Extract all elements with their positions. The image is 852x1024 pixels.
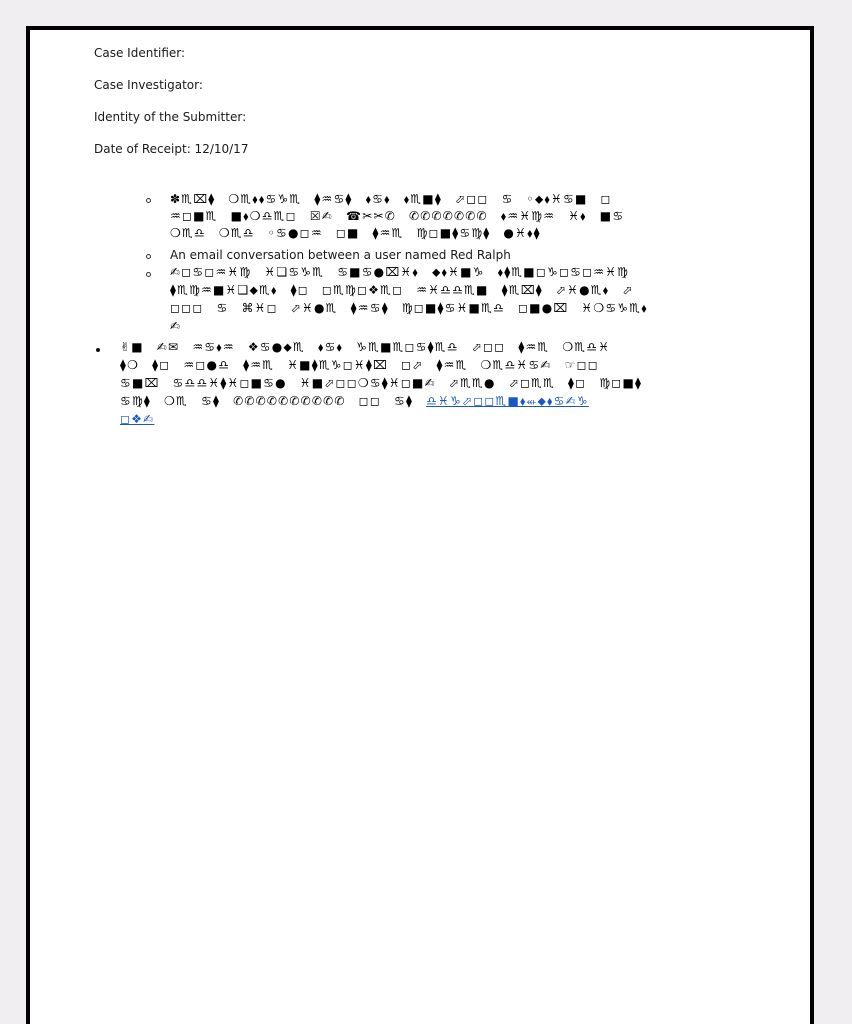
submitter-identity-label: Identity of the Submitter: (94, 110, 247, 124)
sub-item-3-line-4: ✍ (170, 319, 182, 333)
sub-item-1-line-1: ✽♏⌧⧫ ❍♏⬧⬧♋♑♏ ⧫♒♋⧫ ⬧♋⬧ ⬧♏■⧫ ⬀◻◻ ♋ ◦⬥⬧♓♋■ ◻ (170, 192, 612, 206)
sub-bullet-marker (146, 198, 151, 203)
main-item-line-3: ♋■⌧ ♋♎♎♓⧫♓◻■♋● ♓■⬀◻◻❍♋⧫♓◻■✍ ⬀♏♏● ⬀◻♏♏ ⧫◻ ♍◻■⧫ (120, 376, 643, 390)
sub-item-3-line-1: ✍◻♋◻♒♓♍ ♓❏♋♑♏ ♋■♋●⌧♓⬧ ⬥⬧♓■♑ ⬧⧫♏■◻♑◻♋◻♒♓♍ (170, 265, 630, 279)
main-item-line-5 (120, 413, 154, 425)
main-item-line-1: ✌■ ✍✉ ♒♋⬧♒ ❖♋●⬥♏ ⬧♋⬧ ♑♏■♏◻♋⧫♏♎ ⬀◻◻ ⧫♒♏ ❍♏♎♓ (120, 340, 611, 354)
main-item-line-4 (120, 395, 589, 407)
hyperlink[interactable]: ♎♓♑⬀◻◻♏■⬧⬴⬥⬧♋✍♑ (426, 394, 589, 408)
sub-item-2-text: An email conversation between a user named Red Ralph (170, 248, 511, 262)
sub-bullet-marker (146, 272, 151, 277)
main-bullet-marker (96, 348, 100, 352)
hyperlink-continuation[interactable]: ◻❖✍ (120, 412, 155, 426)
document-page (26, 26, 814, 1024)
main-item-line-4-text: ♋♍⧫ ❍♏ ♋⧫ ✆✆✆✆✆✆✆✆✆✆ ◻◻ ♋⧫ (120, 394, 414, 408)
sub-item-3-line-3: ◻◻◻ ♋ ⌘♓◻ ⬀♓●♏ ⧫♒♋⧫ ♍◻■⧫♋♓■♏♎ ◻■●⌧ ♓❍♋♑♏⬧ (170, 301, 648, 315)
case-identifier-label: Case Identifier: (94, 46, 186, 60)
date-of-receipt-label: Date of Receipt: 12/10/17 (94, 142, 249, 156)
case-investigator-label: Case Investigator: (94, 78, 203, 92)
sub-item-3-line-2: ⧫♏♍♒■♓❑⬥♏⬧ ⧫◻ ◻♏♍◻❖♏◻ ♒♓♎♎♏■ ⧫♏⌧⧫ ⬀♓●♏⬧ ⬀ (170, 283, 634, 297)
sub-item-1-line-3: ❍♏♎ ❍♏♎ ◦♋●◻♒ ◻■ ⧫♒♏ ♍◻■⧫♋♍⧫ ●♓⬧⧫ (170, 226, 541, 240)
sub-bullet-marker (146, 254, 151, 259)
main-item-line-2: ⧫❍ ⧫◻ ♒◻●♎ ⧫♒♏ ♓■⧫♏♑◻♓⧫⌧ ◻⬀ ⧫♒♏ ❍♏♎♓♋✍ ☞◻◻ (120, 358, 599, 372)
sub-item-1-line-2: ♒◻■♏ ■⬧❍♎♏◻ ☒✍ ☎✂✂✆ ✆✆✆✆✆✆✆ ⬧♒♓♍♒ ♓⬧ ■♋ (170, 209, 625, 223)
